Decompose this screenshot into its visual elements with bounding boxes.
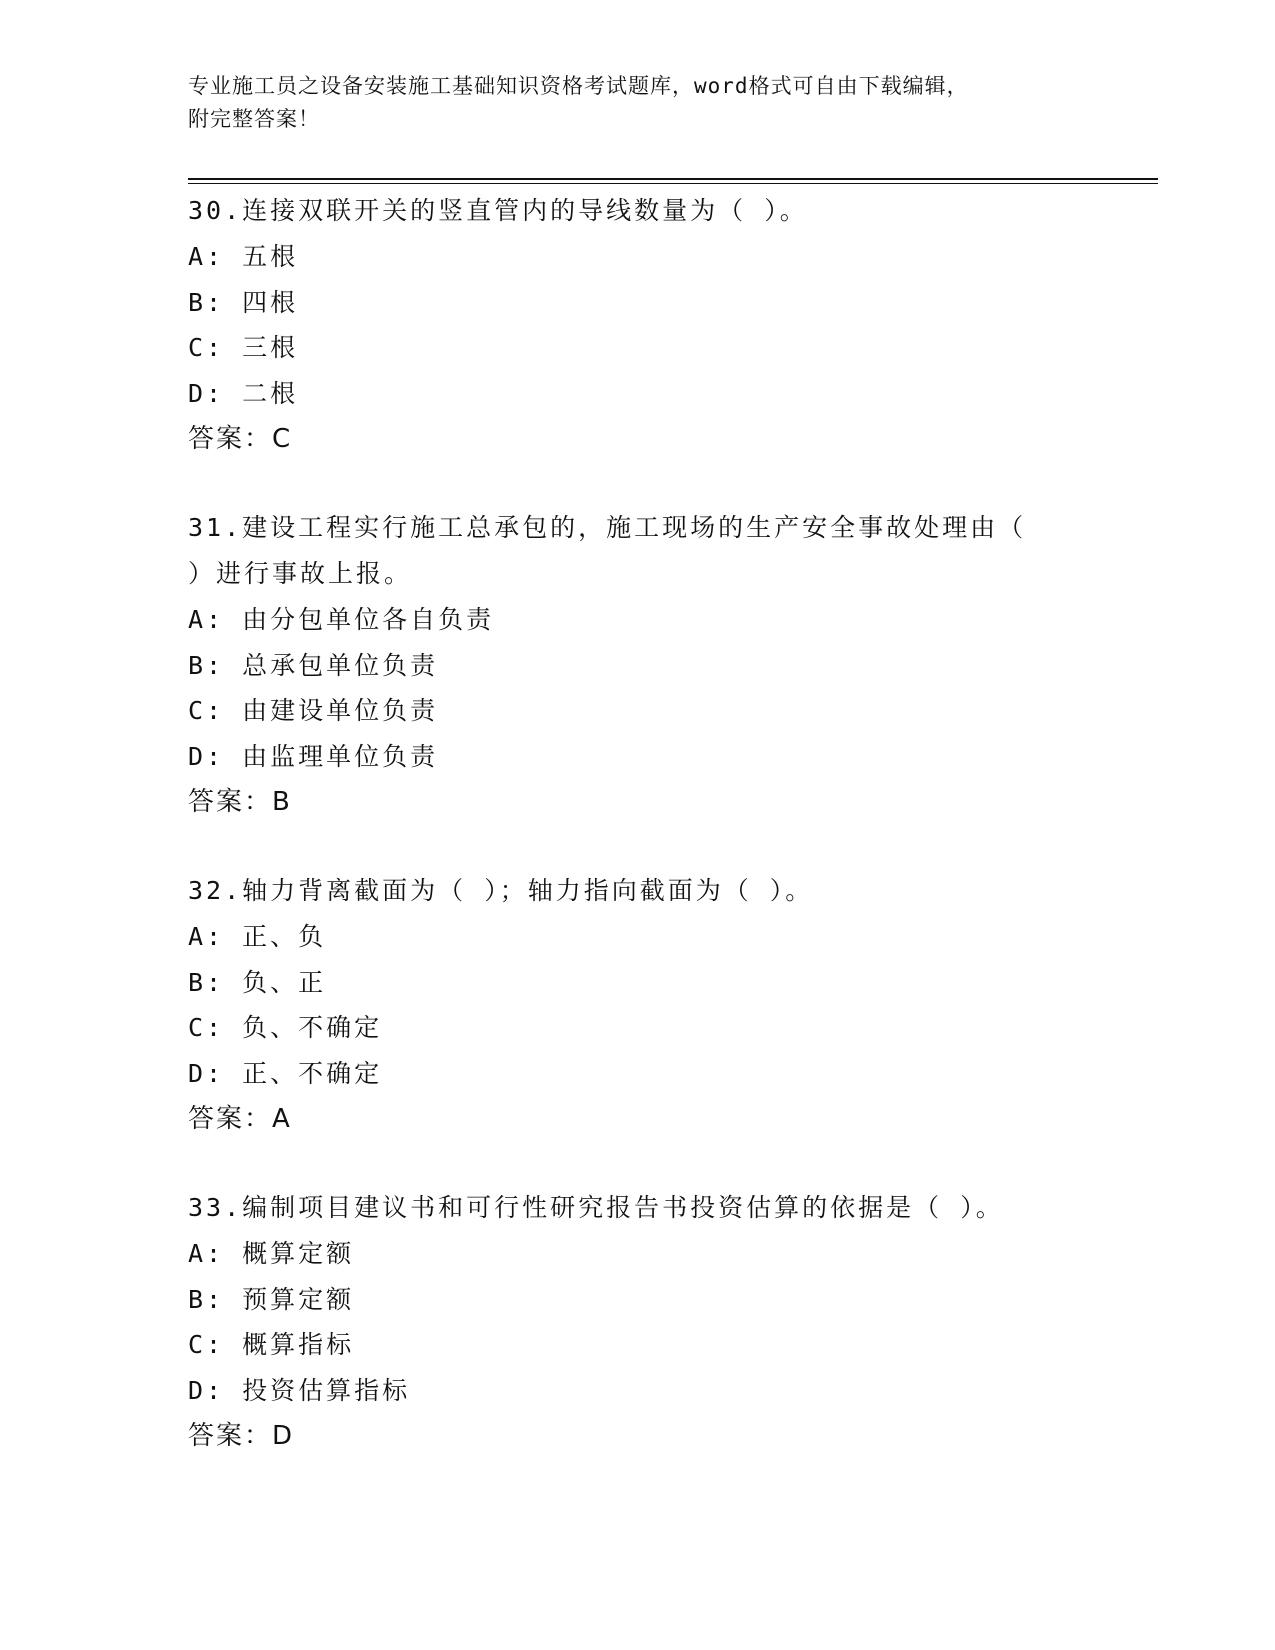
- option-c: C: 三根: [188, 333, 299, 362]
- option-c: C: 负、不确定: [188, 1013, 383, 1042]
- question-stem: 32.轴力背离截面为（ ）；轴力指向截面为（ ）。: [188, 876, 814, 905]
- question-stem: 30.连接双联开关的竖直管内的导线数量为（ ）。: [188, 196, 808, 225]
- option-b: B: 四根: [188, 287, 299, 317]
- answer-line: 答案：D: [188, 1421, 295, 1451]
- answer-line: 答案：A: [188, 1104, 292, 1134]
- intro-line-1: 专业施工员之设备安装施工基础知识资格考试题库，word格式可自由下载编辑，: [188, 74, 969, 98]
- header-divider-thin: [188, 183, 1158, 184]
- option-c: C: 概算指标: [188, 1330, 355, 1359]
- question-33: [188, 1185, 1158, 1459]
- option-b: B: 负、正: [188, 967, 327, 997]
- header-divider-thick: [188, 178, 1158, 180]
- answer-line: 答案：B: [188, 787, 292, 817]
- option-b: B: 预算定额: [188, 1284, 355, 1314]
- option-a: A: 概算定额: [188, 1239, 355, 1268]
- intro-line-2: 附完整答案！: [188, 107, 320, 131]
- option-d: D: 二根: [188, 378, 299, 408]
- document-header: [188, 70, 1068, 136]
- question-stem: 33.编制项目建议书和可行性研究报告书投资估算的依据是（ ）。: [188, 1193, 1004, 1222]
- question-31: [188, 505, 1158, 825]
- option-d: D: 由监理单位负责: [188, 741, 439, 771]
- option-b: B: 总承包单位负责: [188, 650, 439, 680]
- question-30: [188, 188, 1158, 462]
- option-d: D: 投资估算指标: [188, 1375, 411, 1405]
- question-list: [188, 188, 1158, 1459]
- question-stem: 31.建设工程实行施工总承包的，施工现场的生产安全事故处理由（ ）进行事故上报。: [188, 513, 1027, 588]
- question-32: [188, 868, 1158, 1142]
- option-a: A: 由分包单位各自负责: [188, 605, 495, 634]
- option-a: A: 正、负: [188, 922, 327, 951]
- answer-line: 答案：C: [188, 424, 293, 454]
- option-d: D: 正、不确定: [188, 1058, 383, 1088]
- option-c: C: 由建设单位负责: [188, 696, 439, 725]
- option-a: A: 五根: [188, 242, 299, 271]
